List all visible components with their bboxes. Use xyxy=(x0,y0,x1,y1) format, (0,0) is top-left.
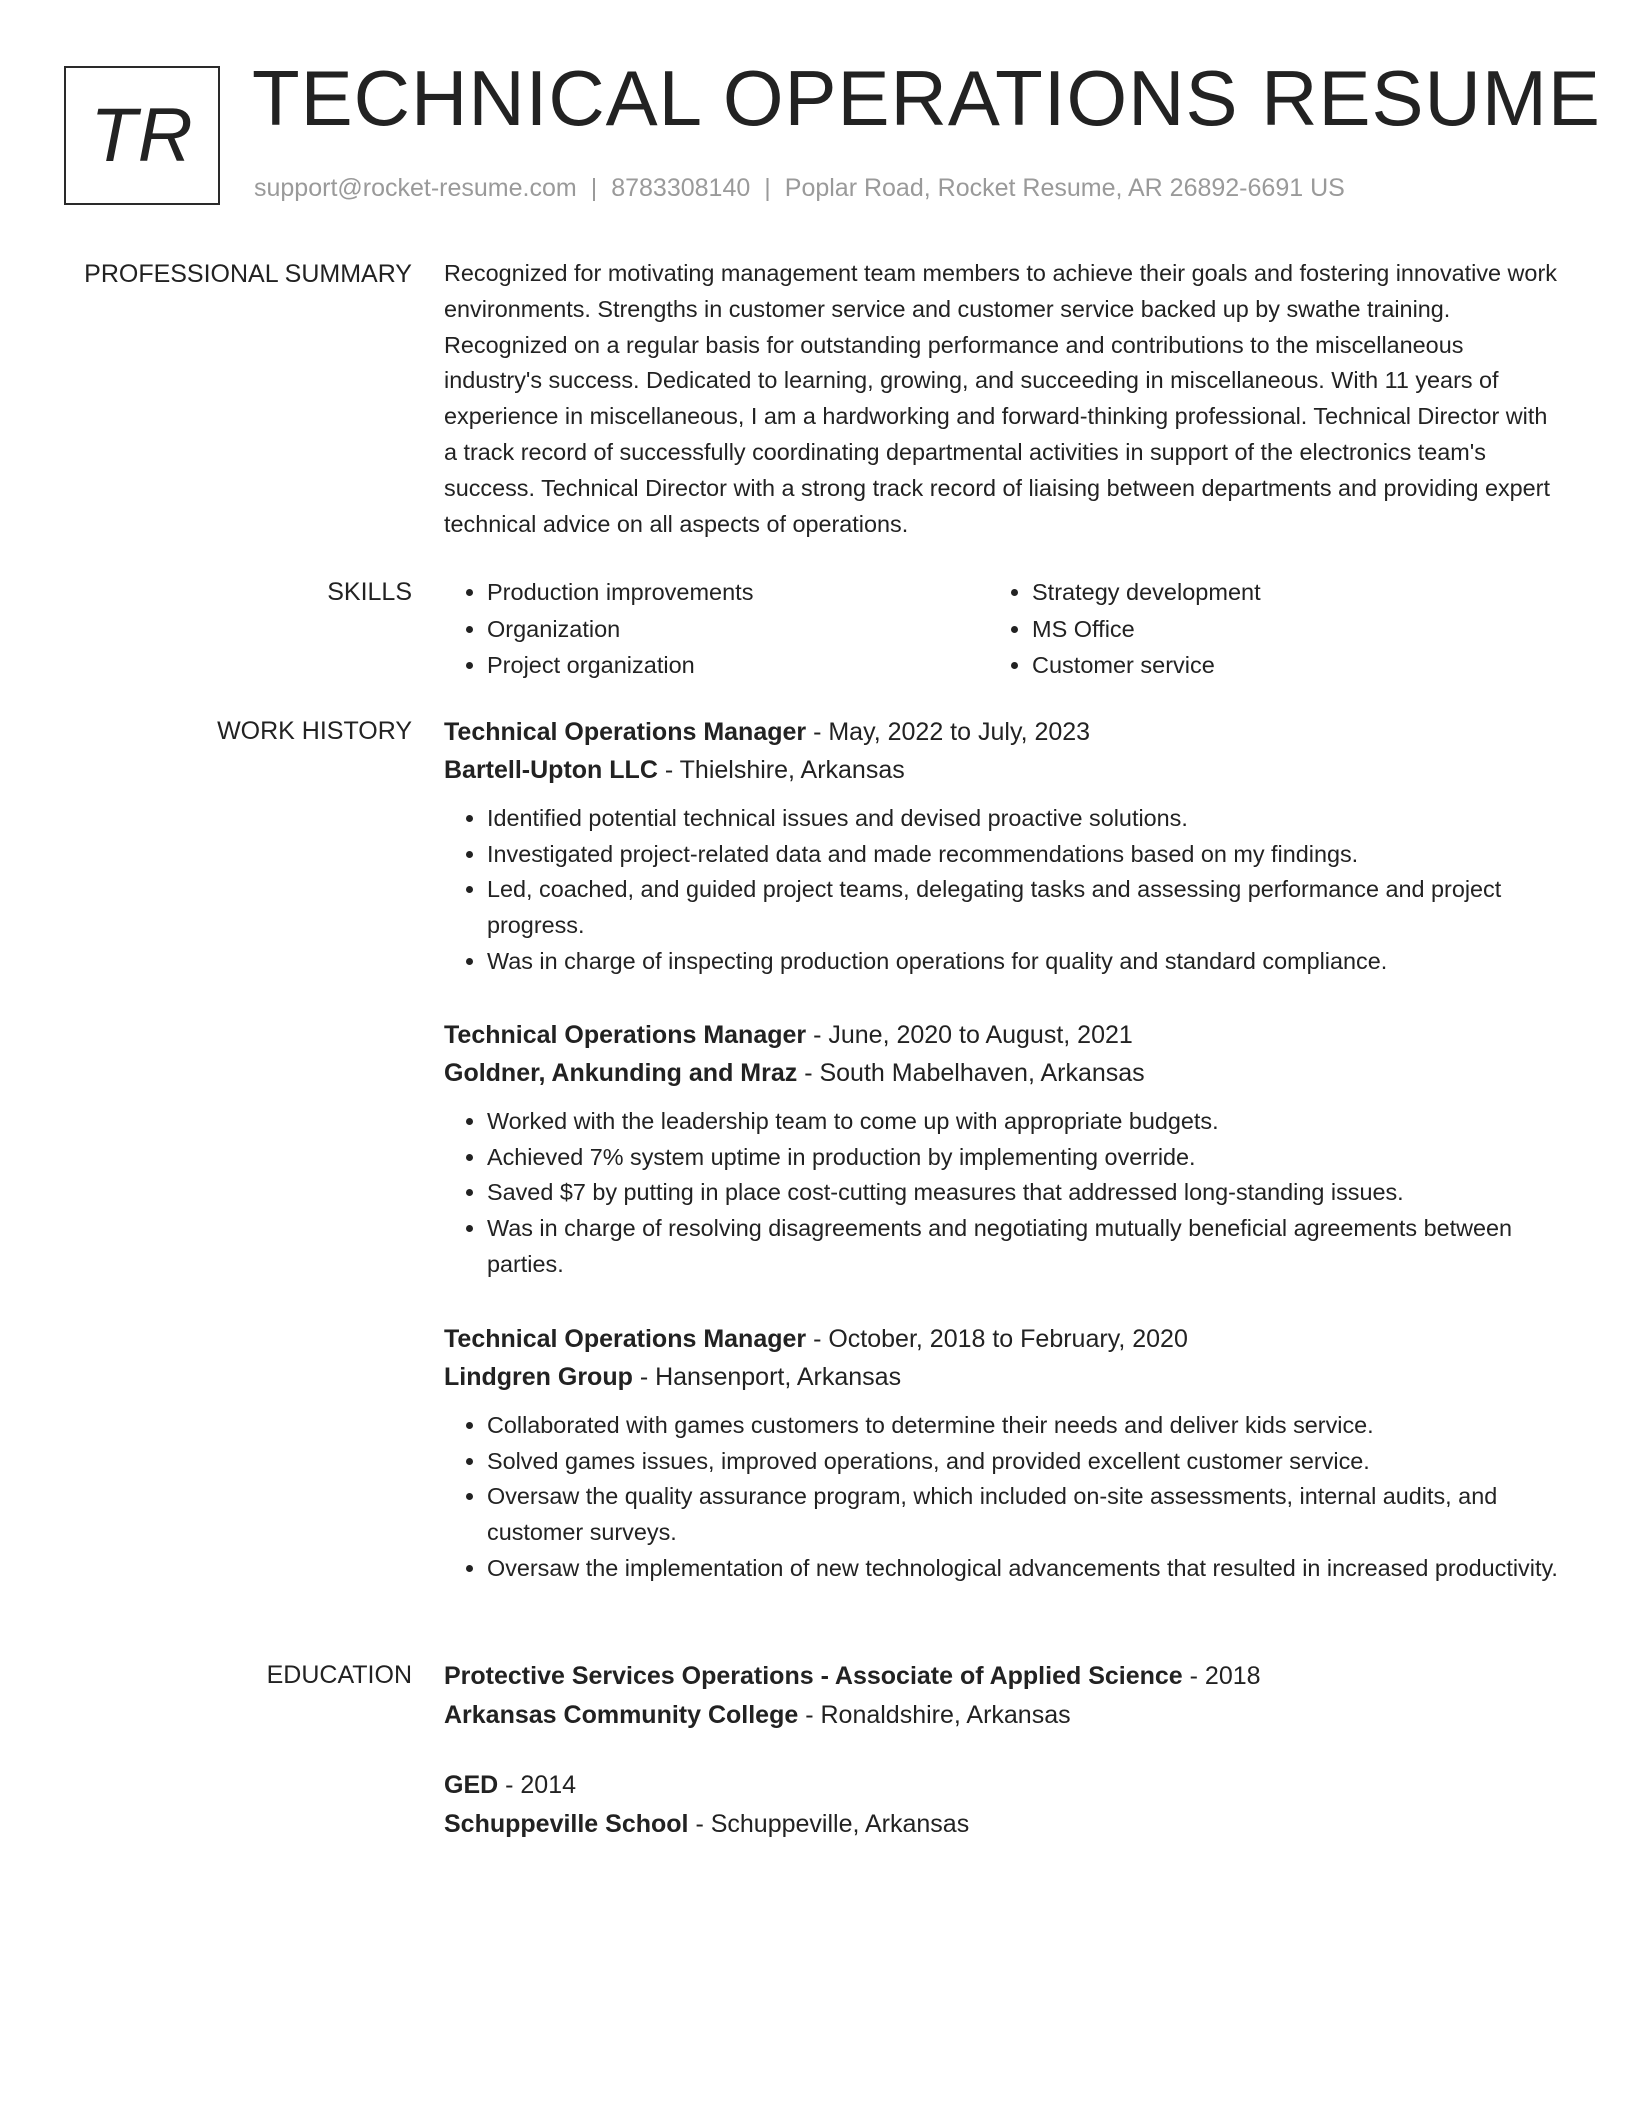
job-company-line xyxy=(444,751,1564,789)
contact-phone: 8783308140 xyxy=(611,174,751,202)
job-bullets xyxy=(444,801,1564,980)
job-bullet: • Identified potential technical issues and devised proactive solutions. xyxy=(487,801,1564,837)
job-title-line xyxy=(444,713,1564,751)
job-location: South Mabelhaven, Arkansas xyxy=(819,1059,1145,1087)
education-entry xyxy=(444,1766,1564,1844)
job-bullet: • Was in charge of resolving disagreements and negotiating mutually beneficial agreements between parties. xyxy=(487,1211,1564,1282)
job-bullet: • Oversaw the implementation of new technological advancements that resulted in increased productivity. xyxy=(487,1551,1564,1587)
monogram-initials: TR xyxy=(90,93,194,178)
job-title-line xyxy=(444,1320,1564,1358)
skills-heading: SKILLS xyxy=(327,578,412,606)
resume-title: TECHNICAL OPERATIONS RESUME xyxy=(252,54,1601,142)
skill-item: • Strategy development xyxy=(1032,574,1534,611)
contact-address: Poplar Road, Rocket Resume, AR 26892-6691 US xyxy=(784,174,1345,202)
skills-list-right xyxy=(989,574,1534,684)
job-dates: October, 2018 to February, 2020 xyxy=(828,1325,1188,1353)
job-bullet: • Was in charge of inspecting production operations for quality and standard compliance. xyxy=(487,944,1564,980)
job-bullet: • Collaborated with games customers to determine their needs and deliver kids service. xyxy=(487,1408,1564,1444)
dash: - xyxy=(797,1059,820,1087)
education-location: Ronaldshire, Arkansas xyxy=(820,1701,1071,1729)
job-dates: June, 2020 to August, 2021 xyxy=(828,1021,1133,1049)
job-bullet: • Led, coached, and guided project teams, delegating tasks and assessing performance and project progress. xyxy=(487,872,1564,943)
job-entry xyxy=(444,1016,1564,1283)
job-bullets xyxy=(444,1408,1564,1587)
dash: - xyxy=(1182,1662,1205,1690)
job-bullet: • Investigated project-related data and made recommendations based on my findings. xyxy=(487,837,1564,873)
education-degree-line xyxy=(444,1657,1564,1696)
contact-separator: | xyxy=(590,174,598,202)
summary-heading: PROFESSIONAL SUMMARY xyxy=(84,260,412,288)
skills-columns xyxy=(444,574,1564,684)
job-title-line xyxy=(444,1016,1564,1054)
job-location: Thielshire, Arkansas xyxy=(679,756,905,784)
job-company: Goldner, Ankunding and Mraz xyxy=(444,1059,798,1087)
education-school-line xyxy=(444,1805,1564,1844)
education-location: Schuppeville, Arkansas xyxy=(710,1810,970,1838)
dash: - xyxy=(498,1771,521,1799)
education-school: Schuppeville School xyxy=(444,1810,689,1838)
job-entry xyxy=(444,713,1564,980)
job-title: Technical Operations Manager xyxy=(444,1325,807,1353)
job-bullet: • Worked with the leadership team to come up with appropriate budgets. xyxy=(487,1104,1564,1140)
job-title: Technical Operations Manager xyxy=(444,718,807,746)
job-bullet: • Saved $7 by putting in place cost-cutting measures that addressed long-standing issues. xyxy=(487,1175,1564,1211)
skill-item: • Production improvements xyxy=(487,574,989,611)
job-title: Technical Operations Manager xyxy=(444,1021,807,1049)
job-company: Lindgren Group xyxy=(444,1363,633,1391)
contact-email: support@rocket-resume.com xyxy=(254,174,577,202)
job-dates: May, 2022 to July, 2023 xyxy=(828,718,1091,746)
skills-list-left xyxy=(444,574,989,684)
education-heading: EDUCATION xyxy=(266,1661,412,1689)
job-bullet: • Oversaw the quality assurance program, which included on-site assessments, internal audits, and customer surveys. xyxy=(487,1479,1564,1550)
skill-item: • Organization xyxy=(487,611,989,648)
education-degree-line xyxy=(444,1766,1564,1805)
contact-line xyxy=(254,174,1345,203)
dash: - xyxy=(806,718,829,746)
job-location: Hansenport, Arkansas xyxy=(655,1363,902,1391)
education-school-line xyxy=(444,1696,1564,1735)
dash: - xyxy=(688,1810,711,1838)
contact-separator: | xyxy=(764,174,771,202)
job-bullet: • Solved games issues, improved operations, and provided excellent customer service. xyxy=(487,1444,1564,1480)
education-entry xyxy=(444,1657,1564,1735)
education-year: 2014 xyxy=(520,1771,577,1799)
job-company: Bartell-Upton LLC xyxy=(444,756,658,784)
summary-text: Recognized for motivating management team members to achieve their goals and fostering innovative work environments. Strengths in customer service and customer service backed up by swathe training. Recognized on a regular basis for outstanding performance and contributions to the miscellaneous industry's success. Dedicated to learning, growing, and succeeding in miscellaneous. With 11 years of experience in miscellaneous, I am a hardworking and forward-thinking professional. Technical Director with a track record of successfully coordinating departmental activities in support of the electronics team's success. Technical Director with a strong track record of liaising between departments and providing expert technical advice on all aspects of operations. xyxy=(444,260,1557,537)
job-entry xyxy=(444,1320,1564,1587)
work-history-heading: WORK HISTORY xyxy=(217,717,412,745)
skill-item: • MS Office xyxy=(1032,611,1534,648)
dash: - xyxy=(632,1363,656,1391)
education-year: 2018 xyxy=(1204,1662,1261,1690)
monogram-box xyxy=(64,66,220,205)
skill-item: • Customer service xyxy=(1032,647,1534,684)
job-bullets xyxy=(444,1104,1564,1283)
dash: - xyxy=(806,1021,829,1049)
job-bullet: • Achieved 7% system uptime in production by implementing override. xyxy=(487,1140,1564,1176)
dash: - xyxy=(657,756,680,784)
skill-item: • Project organization xyxy=(487,647,989,684)
job-company-line xyxy=(444,1054,1564,1092)
job-company-line xyxy=(444,1358,1564,1396)
dash: - xyxy=(806,1325,829,1353)
education-school: Arkansas Community College xyxy=(444,1701,799,1729)
education-degree: Protective Services Operations - Associate of Applied Science xyxy=(444,1662,1183,1690)
dash: - xyxy=(798,1701,821,1729)
education-degree: GED xyxy=(444,1771,499,1799)
